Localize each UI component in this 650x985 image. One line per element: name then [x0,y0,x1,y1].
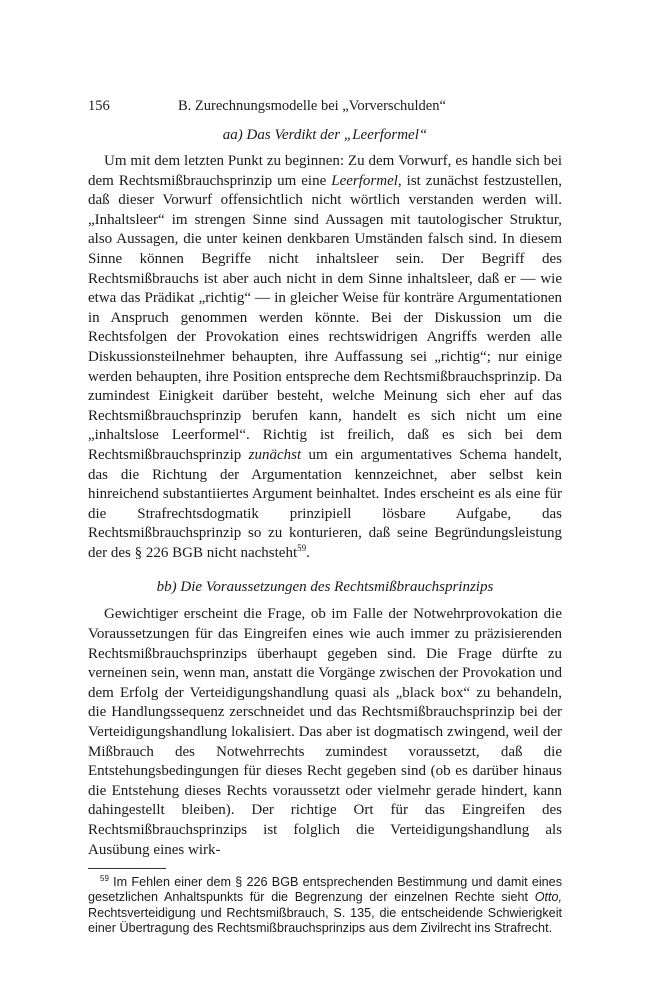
footnote-text: Im Fehlen einer dem § 226 BGB entsprechenden Bestimmung und damit eines gesetzlichen Anhaltspunkts für die Begrenzung der einzelnen Rechte sieht [88,875,562,905]
text-run: Um mit dem letzten Punkt zu beginnen: Zu dem Vorwurf, es handle sich bei dem Rechtsmißbrauchsprinzip um eine [88,153,562,189]
footnote-text: Rechtsverteidigung und Rechtsmißbrauch, S. 135, die entscheidende Schwierigkeit einer Übertragung des Rechtsmißbrauchsprinzips aus dem Zivilrecht ins Strafrecht. [88,905,562,935]
section-heading-bb: bb) Die Voraussetzungen des Rechtsmißbrauchsprinzips [156,579,494,596]
footnote-author: Otto, [534,890,562,905]
text-run: um ein argumentatives Schema handelt, das die Richtung der Argumentation kennzeichnet, aber selbst kein hinreichend substantiiertes Argument beinhaltet. Indes erscheint es als eine für die Strafrechtsdogmatik prinzipiell lösbare Aufgabe, das Rechtsmißbrauchsprinzip so zu konturieren, daß seine Begründungsleistung der des § 226 BGB nicht nachsteht [88,446,562,561]
emphasis-zunaechst: zunächst [248,446,302,463]
footnote-divider [88,868,166,869]
footnote-reference-59[interactable]: 59 [297,542,307,553]
paragraph-leerformel [88,152,562,563]
page-number: 156 [88,98,110,114]
paragraph-voraussetzungen: Gewichtiger erscheint die Frage, ob im Falle der Notwehrprovokation die Voraussetzungen für das Eingreifen eines wie auch immer zu präzisierenden Rechtsmißbrauchsprinzips überhaupt gegeben sind. Die Frage dürfte zu verneinen sein, wenn man, anstatt die Vorgänge zwischen der Provokation und dem Erfolg der Verteidigungshandlung quasi als „black box“ zu behandeln, die Handlungssequenz zerschneidet und das Rechtsmißbrauchsprinzip bei der Verteidigungshandlung lokalisiert. Das aber ist dogmatisch zwingend, weil der Mißbrauch des Notwehrrechts zumindest voraussetzt, daß die Entstehungsbedingungen für dieses Recht gegeben sind (ob es darüber hinaus die Entstehung dieses Rechts voraussetzt oder vielmehr gerade hindert, kann dahingestellt bleiben). Der richtige Ort für das Eingreifen des Rechtsmißbrauchsprinzips ist folglich die Verteidigungshandlung als Ausübung eines wirk- [88,606,562,858]
section-heading-aa: aa) Das Verdikt der „Leerformel“ [222,127,428,143]
text-run: ist zunächst festzustellen, daß dieser Vorwurf offensichtlich nicht wörtlich verstanden werden will. „Inhaltsleer“ im strengen Sinne sind Aussagen mit tautologischer Struktur, also Aussagen, die unter keinen denkbaren Umständen falsch sind. In diesem Sinne können Begriffe nicht inhaltsleer sein. Der Begriff des Rechtsmißbrauchs ist aber auch nicht in dem Sinne inhaltsleer, daß er — wie etwa das Prädikat „richtig“ — in gleicher Weise für konträre Argumentationen in Anspruch genommen werden könnte. Bei der Diskussion um die Rechtsfolgen der Provokation eines rechtswidrigen Angriffs werden alle Diskussionsteilnehmer behaupten, ihre Auffassung sei „richtig“; nur einige werden behaupten, ihre Position entspreche dem Rechtsmißbrauchsprinzip. Da zumindest Einigkeit darüber besteht, welche Meinung sich eher auf das Rechtsmißbrauchsprinzip berufen kann, handelt es sich nicht um eine „inhaltslose Leerformel“. Richtig ist freilich, daß es sich bei dem Rechtsmißbrauchsprinzip [88,172,562,463]
footnote-59 [88,875,562,936]
running-title: B. Zurechnungsmodelle bei „Vorverschulden“ [178,98,446,114]
footnote-marker: 59 [100,874,109,883]
emphasis-leerformel: Leerformel, [331,172,402,189]
running-header [88,97,562,115]
text-run: . [306,544,310,561]
